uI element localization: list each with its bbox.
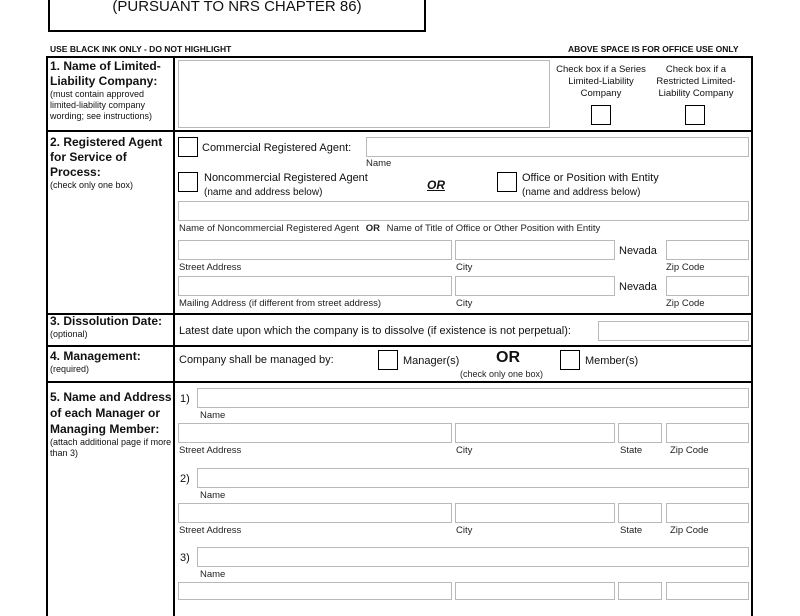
management-or-label: OR — [496, 349, 520, 366]
section-2-title: 2. Registered Agent for Service of Process: — [50, 135, 163, 179]
management-check-note: (check only one box) — [460, 369, 544, 379]
section-4-label — [50, 349, 172, 375]
series-llc-checkbox[interactable] — [591, 105, 611, 125]
agent-or-label: OR — [427, 178, 445, 192]
manager-1-state-field[interactable] — [618, 423, 662, 443]
agent-street-field[interactable] — [178, 240, 452, 260]
section-4-sub: (required) — [50, 364, 90, 374]
agent-mailing-city-field[interactable] — [455, 276, 615, 296]
manager-1-street-caption: Street Address — [179, 445, 242, 456]
manager-3-number: 3) — [180, 552, 190, 564]
divider-3 — [46, 345, 753, 347]
agent-zip-field[interactable] — [666, 240, 749, 260]
dissolution-text: Latest date upon which the company is to dissolve (if existence is not perpetual): — [179, 325, 571, 337]
manager-3-city-field[interactable] — [455, 582, 615, 600]
manager-3-name-field[interactable] — [197, 547, 749, 567]
section-5-label — [50, 389, 172, 459]
manager-2-street-caption: Street Address — [179, 525, 242, 536]
manager-2-city-field[interactable] — [455, 503, 615, 523]
manager-2-name-field[interactable] — [197, 468, 749, 488]
manager-1-city-caption: City — [456, 445, 473, 456]
agent-mailing-caption: Mailing Address (if different from street address) — [179, 298, 382, 309]
commercial-agent-label: Commercial Registered Agent: — [202, 142, 352, 154]
restricted-llc-checkbox[interactable] — [685, 105, 705, 125]
divider-4 — [46, 381, 753, 383]
manager-1-zip-caption: Zip Code — [670, 445, 709, 456]
manager-3-state-field[interactable] — [618, 582, 662, 600]
manager-1-street-field[interactable] — [178, 423, 452, 443]
agent-city-caption: City — [456, 262, 473, 273]
section-5-sub: (attach additional page if more than 3) — [50, 437, 172, 458]
office-use-note: ABOVE SPACE IS FOR OFFICE USE ONLY — [568, 44, 739, 54]
ink-note: USE BLACK INK ONLY - DO NOT HIGHLIGHT — [50, 44, 232, 54]
commercial-agent-checkbox[interactable] — [178, 137, 198, 157]
agent-street-caption: Street Address — [179, 262, 242, 273]
section-2-label — [50, 135, 172, 191]
company-name-field[interactable] — [178, 60, 550, 128]
manager-checkbox[interactable] — [378, 350, 398, 370]
manager-2-number: 2) — [180, 473, 190, 485]
section-3-sub: (optional) — [50, 329, 88, 339]
noncommercial-agent-sub: (name and address below) — [204, 187, 323, 198]
statute-header: (PURSUANT TO NRS CHAPTER 86) — [112, 0, 362, 15]
management-text: Company shall be managed by: — [179, 354, 334, 366]
office-position-label: Office or Position with Entity — [522, 172, 659, 184]
manager-label: Manager(s) — [403, 355, 460, 367]
agent-mailing-zip-caption: Zip Code — [666, 298, 705, 309]
manager-2-city-caption: City — [456, 525, 473, 536]
manager-2-zip-caption: Zip Code — [670, 525, 709, 536]
section-5-title: 5. Name and Address of each Manager or Managing Member: — [50, 390, 172, 436]
manager-1-name-field[interactable] — [197, 388, 749, 408]
section-3-title: 3. Dissolution Date: — [50, 314, 163, 328]
dissolution-date-field[interactable] — [598, 321, 749, 341]
section-4-title: 4. Management: — [50, 349, 141, 363]
section-1-label — [50, 59, 172, 122]
agent-city-field[interactable] — [455, 240, 615, 260]
manager-1-zip-field[interactable] — [666, 423, 749, 443]
agent-or-office-name-field[interactable] — [178, 201, 749, 221]
manager-1-state-caption: State — [620, 445, 643, 456]
member-label: Member(s) — [585, 355, 639, 367]
section-1-sub: (must contain approved limited-liability company wording; see instructions) — [50, 89, 153, 121]
agent-mailing-zip-field[interactable] — [666, 276, 749, 296]
section-1-title: 1. Name of Limited-Liability Company: — [50, 59, 161, 88]
agent-state-value: Nevada — [619, 245, 657, 257]
manager-2-zip-field[interactable] — [666, 503, 749, 523]
statute-header-box — [48, 0, 426, 32]
manager-1-number: 1) — [180, 393, 190, 405]
manager-2-state-caption: State — [620, 525, 643, 536]
manager-1-city-field[interactable] — [455, 423, 615, 443]
noncommercial-agent-checkbox[interactable] — [178, 172, 198, 192]
label-column-divider — [173, 56, 175, 616]
agent-name-caption-or: OR — [365, 223, 380, 234]
office-position-checkbox[interactable] — [497, 172, 517, 192]
section-3-label — [50, 314, 172, 340]
manager-2-street-field[interactable] — [178, 503, 452, 523]
agent-name-caption-a: Name of Noncommercial Registered Agent — [179, 223, 360, 234]
agent-zip-caption: Zip Code — [666, 262, 705, 273]
divider-1 — [46, 130, 753, 132]
agent-name-caption — [179, 223, 600, 234]
manager-1-name-caption: Name — [200, 410, 226, 421]
manager-3-zip-field[interactable] — [666, 582, 749, 600]
restricted-llc-label: Check box if a Restricted Limited-Liability Company — [656, 64, 736, 99]
manager-2-state-field[interactable] — [618, 503, 662, 523]
noncommercial-agent-label: Noncommercial Registered Agent — [204, 172, 368, 184]
manager-2-name-caption: Name — [200, 490, 226, 501]
commercial-agent-name-caption: Name — [366, 158, 392, 169]
office-position-sub: (name and address below) — [522, 187, 641, 198]
agent-mailing-field[interactable] — [178, 276, 452, 296]
agent-mailing-state-value: Nevada — [619, 281, 657, 293]
member-checkbox[interactable] — [560, 350, 580, 370]
manager-3-street-field[interactable] — [178, 582, 452, 600]
commercial-agent-name-field[interactable] — [366, 137, 749, 157]
manager-3-name-caption: Name — [200, 569, 226, 580]
section-2-sub: (check only one box) — [50, 180, 134, 190]
agent-name-caption-b: Name of Title of Office or Other Position with Entity — [386, 223, 601, 234]
agent-mailing-city-caption: City — [456, 298, 473, 309]
series-llc-label: Check box if a Series Limited-Liability Company — [556, 64, 646, 99]
